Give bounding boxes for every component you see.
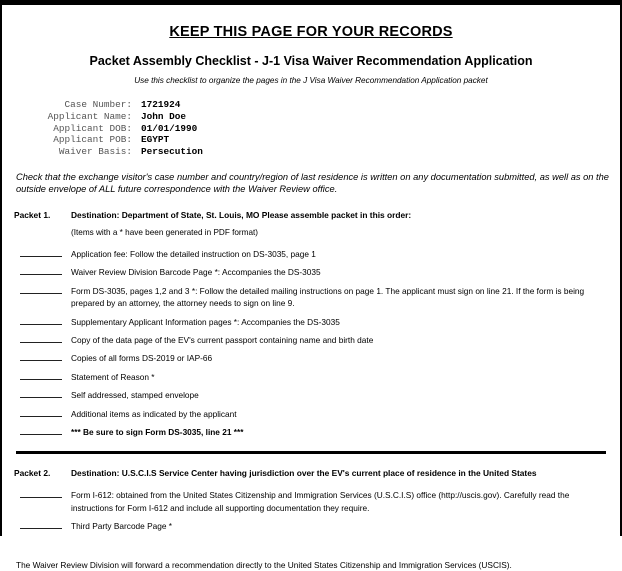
applicant-field-value: EGYPT — [141, 134, 170, 146]
packet1-label: Packet 1. — [14, 209, 51, 220]
checklist-item-text: Supplementary Applicant Information pages *: Accompanies the DS-3035 — [71, 316, 340, 327]
packet1-item-list — [14, 248, 608, 438]
checklist-item — [14, 285, 608, 310]
applicant-field-value: John Doe — [141, 110, 187, 122]
notice-text: Check that the exchange visitor's case number and country/region of last residence is written on any documentation submitted, as well as on the outside envelope of ALL future correspondence with the Waiver Review office. — [16, 171, 609, 195]
applicant-field-label: Waiver Basis: — [58, 146, 132, 158]
checklist-item-text: Waiver Review Division Barcode Page *: Accompanies the DS-3035 — [71, 267, 321, 278]
applicant-info — [14, 99, 608, 158]
packet2-item-list — [14, 489, 608, 532]
checklist-item-text: Form DS-3035, pages 1,2 and 3 *: Follow the detailed mailing instructions on page 1. The applicant must sign on line 21. If the form is being prepared by an attorney, the attorney needs to sign on line 9. — [71, 285, 585, 309]
checklist-item — [14, 266, 608, 278]
checklist-item — [14, 389, 608, 401]
applicant-field-label: Applicant Name: — [47, 110, 132, 122]
packet2-header — [14, 468, 608, 478]
applicant-field-label: Case Number: — [64, 99, 132, 110]
page-content — [2, 5, 620, 571]
checklist-item-text: Application fee: Follow the detailed instruction on DS-3035, page 1 — [71, 248, 316, 259]
checklist-item — [14, 408, 608, 420]
checklist-item — [14, 520, 608, 532]
applicant-field-row — [14, 123, 608, 135]
packet1-destination: Destination: Department of State, St. Louis, MO Please assemble packet in this order: — [71, 209, 412, 220]
checklist-item — [14, 426, 608, 438]
applicant-field-label: Applicant POB: — [53, 134, 132, 146]
checklist-item — [14, 371, 608, 383]
checklist-item-text: Copies of all forms DS-2019 or IAP-66 — [71, 353, 213, 364]
checklist-item-text: Additional items as indicated by the applicant — [71, 408, 237, 419]
packet2-label: Packet 2. — [14, 468, 51, 479]
applicant-field-value: Persecution — [141, 146, 203, 158]
checklist-item-text: Form I-612: obtained from the United States Citizenship and Immigration Services (U.S.C.I.S) office (http://uscis.gov). Carefully read the instructions for Form I-612 and include all supporting documentation they require. — [71, 490, 570, 513]
page-title: Packet Assembly Checklist - J-1 Visa Waiver Recommendation Application — [89, 54, 533, 68]
applicant-field-value: 1721924 — [141, 99, 181, 110]
checklist-item — [14, 316, 608, 328]
packet2-destination: Destination: U.S.C.I.S Service Center having jurisdiction over the EV's current place of residence in the United States — [71, 468, 537, 479]
packet2-section — [14, 468, 608, 532]
applicant-field-row — [14, 111, 608, 123]
closing-text: The Waiver Review Division will forward a recommendation directly to the United States Citizenship and Immigration Services (USCIS). — [16, 559, 512, 570]
checklist-item-text: *** Be sure to sign Form DS-3035, line 21 *** — [71, 427, 244, 438]
checklist-item-text: Statement of Reason * — [71, 371, 155, 382]
packet1-header — [14, 210, 608, 220]
checklist-item-text: Copy of the data page of the EV's current passport containing name and birth date — [71, 335, 374, 346]
page-subtitle: Use this checklist to organize the pages in the J Visa Waiver Recommendation Application packet — [134, 76, 488, 85]
header-banner: KEEP THIS PAGE FOR YOUR RECORDS — [169, 24, 453, 40]
applicant-field-row — [14, 99, 608, 111]
checklist-item — [14, 334, 608, 346]
applicant-field-row — [14, 134, 608, 146]
checklist-item — [14, 489, 608, 514]
checklist-item-text: Self addressed, stamped envelope — [71, 390, 199, 401]
packet-divider — [16, 451, 606, 454]
applicant-field-row — [14, 146, 608, 158]
checklist-item — [14, 248, 608, 260]
packet1-note: (Items with a * have been generated in PDF format) — [71, 227, 259, 237]
checklist-item — [14, 352, 608, 364]
checklist-item-text: Third Party Barcode Page * — [71, 521, 172, 532]
applicant-field-label: Applicant DOB: — [53, 122, 132, 134]
applicant-field-value: 01/01/1990 — [141, 122, 198, 134]
